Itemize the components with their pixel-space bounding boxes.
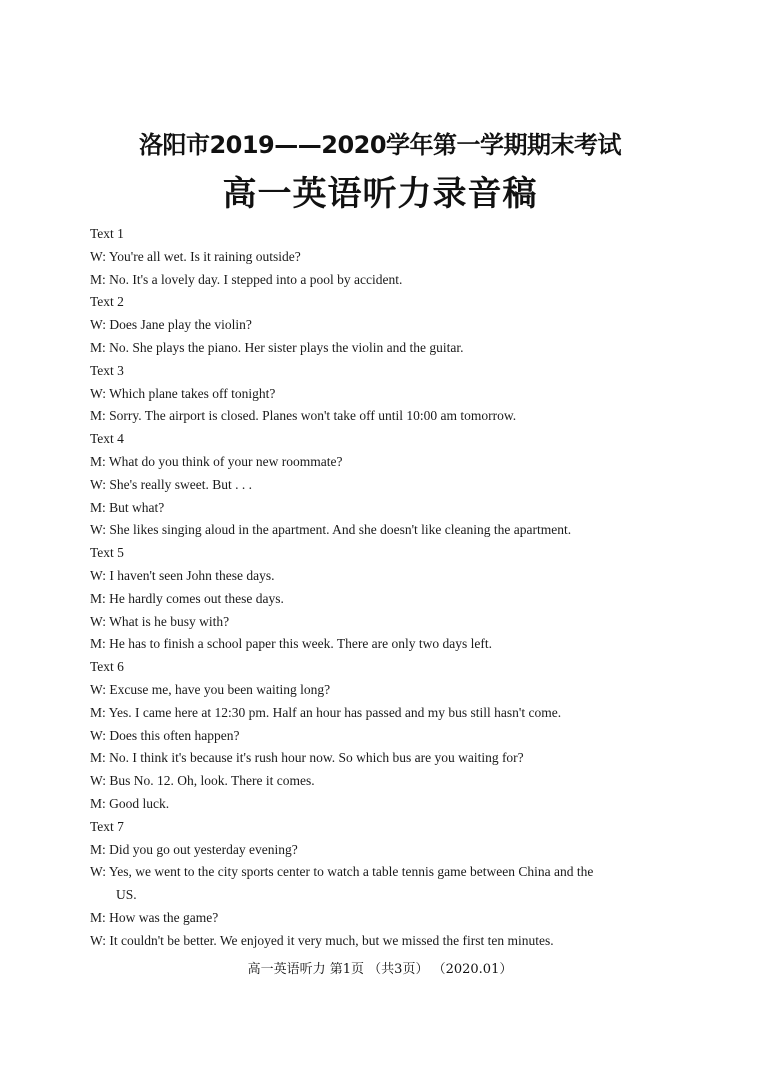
dialogue-line: W: Bus No. 12. Oh, look. There it comes. xyxy=(90,773,315,789)
section-heading: Text 5 xyxy=(90,545,124,561)
dialogue-line: M: No. I think it's because it's rush hour now. So which bus are you waiting for? xyxy=(90,750,524,766)
transcript-body xyxy=(90,223,690,953)
exam-title: 洛阳市2019——2020学年第一学期期末考试 xyxy=(138,131,622,159)
dialogue-line: M: Did you go out yesterday evening? xyxy=(90,841,298,857)
dialogue-line: M: No. It's a lovely day. I stepped into a pool by accident. xyxy=(90,271,403,287)
dialogue-line: W: She's really sweet. But . . . xyxy=(90,476,253,492)
dialogue-line: W: It couldn't be better. We enjoyed it very much, but we missed the first ten minutes. xyxy=(90,932,554,948)
dialogue-line: W: Excuse me, have you been waiting long? xyxy=(90,681,331,697)
page-footer: 高一英语听力 第1页 （共3页） （2020.01） xyxy=(247,962,513,977)
dialogue-line: W: Which plane takes off tonight? xyxy=(90,385,276,401)
section-heading: Text 3 xyxy=(90,362,124,378)
dialogue-line: M: But what? xyxy=(90,499,165,515)
section-heading: Text 2 xyxy=(90,294,124,310)
dialogue-line-continuation: US. xyxy=(116,887,137,903)
section-heading: Text 6 xyxy=(90,659,124,675)
dialogue-line: W: Does this often happen? xyxy=(90,727,240,743)
dialogue-line: M: Good luck. xyxy=(90,795,170,811)
dialogue-line: M: What do you think of your new roommate? xyxy=(90,453,343,469)
dialogue-line: M: Yes. I came here at 12:30 pm. Half an hour has passed and my bus still hasn't come. xyxy=(90,704,562,720)
dialogue-line: W: You're all wet. Is it raining outside? xyxy=(90,248,301,264)
dialogue-line: M: Sorry. The airport is closed. Planes won't take off until 10:00 am tomorrow. xyxy=(90,408,517,424)
section-heading: Text 7 xyxy=(90,818,124,834)
dialogue-line: M: He has to finish a school paper this week. There are only two days left. xyxy=(90,636,493,652)
dialogue-line: M: No. She plays the piano. Her sister plays the violin and the guitar. xyxy=(90,339,464,355)
section-heading: Text 1 xyxy=(90,226,124,241)
dialogue-line: W: I haven't seen John these days. xyxy=(90,567,275,583)
dialogue-line: W: She likes singing aloud in the apartment. And she doesn't like cleaning the apartment. xyxy=(90,522,572,538)
section-heading: Text 4 xyxy=(90,431,124,447)
dialogue-line: M: How was the game? xyxy=(90,909,219,925)
dialogue-line: W: Yes, we went to the city sports center to watch a table tennis game between China and the xyxy=(90,864,594,880)
dialogue-line: M: He hardly comes out these days. xyxy=(90,590,284,606)
dialogue-line: W: What is he busy with? xyxy=(90,613,230,629)
document-title: 高一英语听力录音稿 xyxy=(222,174,538,214)
dialogue-line: W: Does Jane play the violin? xyxy=(90,317,252,333)
